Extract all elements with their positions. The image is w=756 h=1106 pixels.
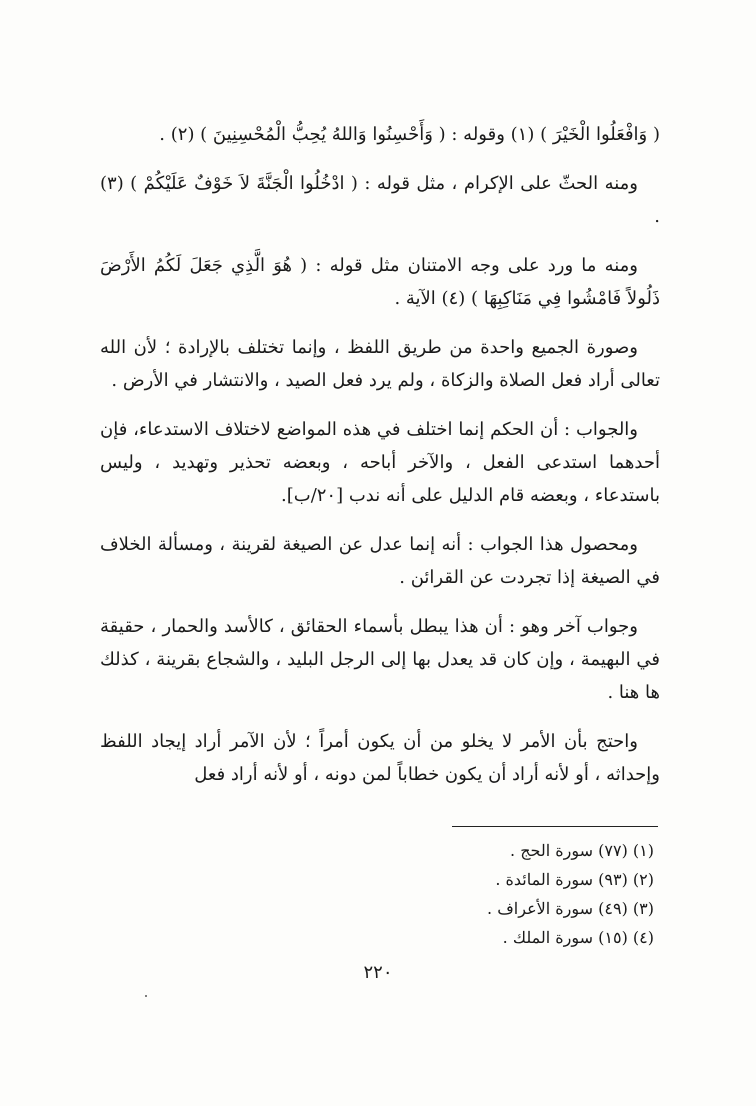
footnotes [300,836,654,952]
scan-speck [145,995,147,997]
paragraph-6: ومحصول هذا الجواب : أنه إنما عدل عن الصيغة لقرينة ، ومسألة الخلاف في الصيغة إذا تجردت عن القرائن . [100,534,660,588]
paragraph-8: واحتج بأن الأمر لا يخلو من أن يكون أمراً ؛ لأن الآمر أراد إيجاد اللفظ وإحداثه ، أو لأنه أراد أن يكون خطاباً لمن دونه ، أو لأنه أراد فعل [100,731,660,785]
paragraph-3: ومنه ما ورد على وجه الامتنان مثل قوله : ( هُوَ الَّذِي جَعَلَ لَكُمُ الأَرْضَ ذَلُولاً فَامْشُوا فِي مَنَاكِبِهَا ) (٤) الآية . [100,255,660,309]
paragraph-7: وجواب آخر وهو : أن هذا يبطل بأسماء الحقائق ، كالأسد والحمار ، حقيقة في البهيمة ، وإن كان قد يعدل بها إلى الرجل البليد ، والشجاع بقرينة ، كذلك ها هنا . [100,616,660,703]
footnote-2: (٢) (٩٣) سورة المائدة . [495,870,654,889]
footnote-1: (١) (٧٧) سورة الحج . [510,841,654,860]
paragraph-5: والجواب : أن الحكم إنما اختلف في هذه المواضع لاختلاف الاستدعاء، فإن أحدهما استدعى الفعل ، والآخر أباحه ، وبعضه تحذير وتهديد ، وليس باستدعاء ، وبعضه قام الدليل على أنه ندب [٢٠/ب]. [100,419,660,506]
paragraph-1: ( وَافْعَلُوا الْخَيْرَ ) (١) وقوله : ( وَأَحْسِنُوا وَاللهُ يُحِبُّ الْمُحْسِنِينَ ) (٢) . [159,124,660,145]
footnote-separator [452,826,658,827]
footnote-4: (٤) (١٥) سورة الملك . [502,928,654,947]
paragraph-2: ومنه الحثّ على الإكرام ، مثل قوله : ( ادْخُلُوا الْجَنَّةَ لاَ خَوْفٌ عَلَيْكُمْ ) (٣) . [100,173,660,227]
footnote-3: (٣) (٤٩) سورة الأعراف . [487,899,654,918]
paragraph-4: وصورة الجميع واحدة من طريق اللفظ ، وإنما تختلف بالإرادة ؛ لأن الله تعالى أراد فعل الصلاة والزكاة ، ولم يرد فعل الصيد ، والانتشار في الأرض . [100,337,660,391]
page-number: ٢٢٠ [363,962,393,983]
main-text [100,118,660,807]
